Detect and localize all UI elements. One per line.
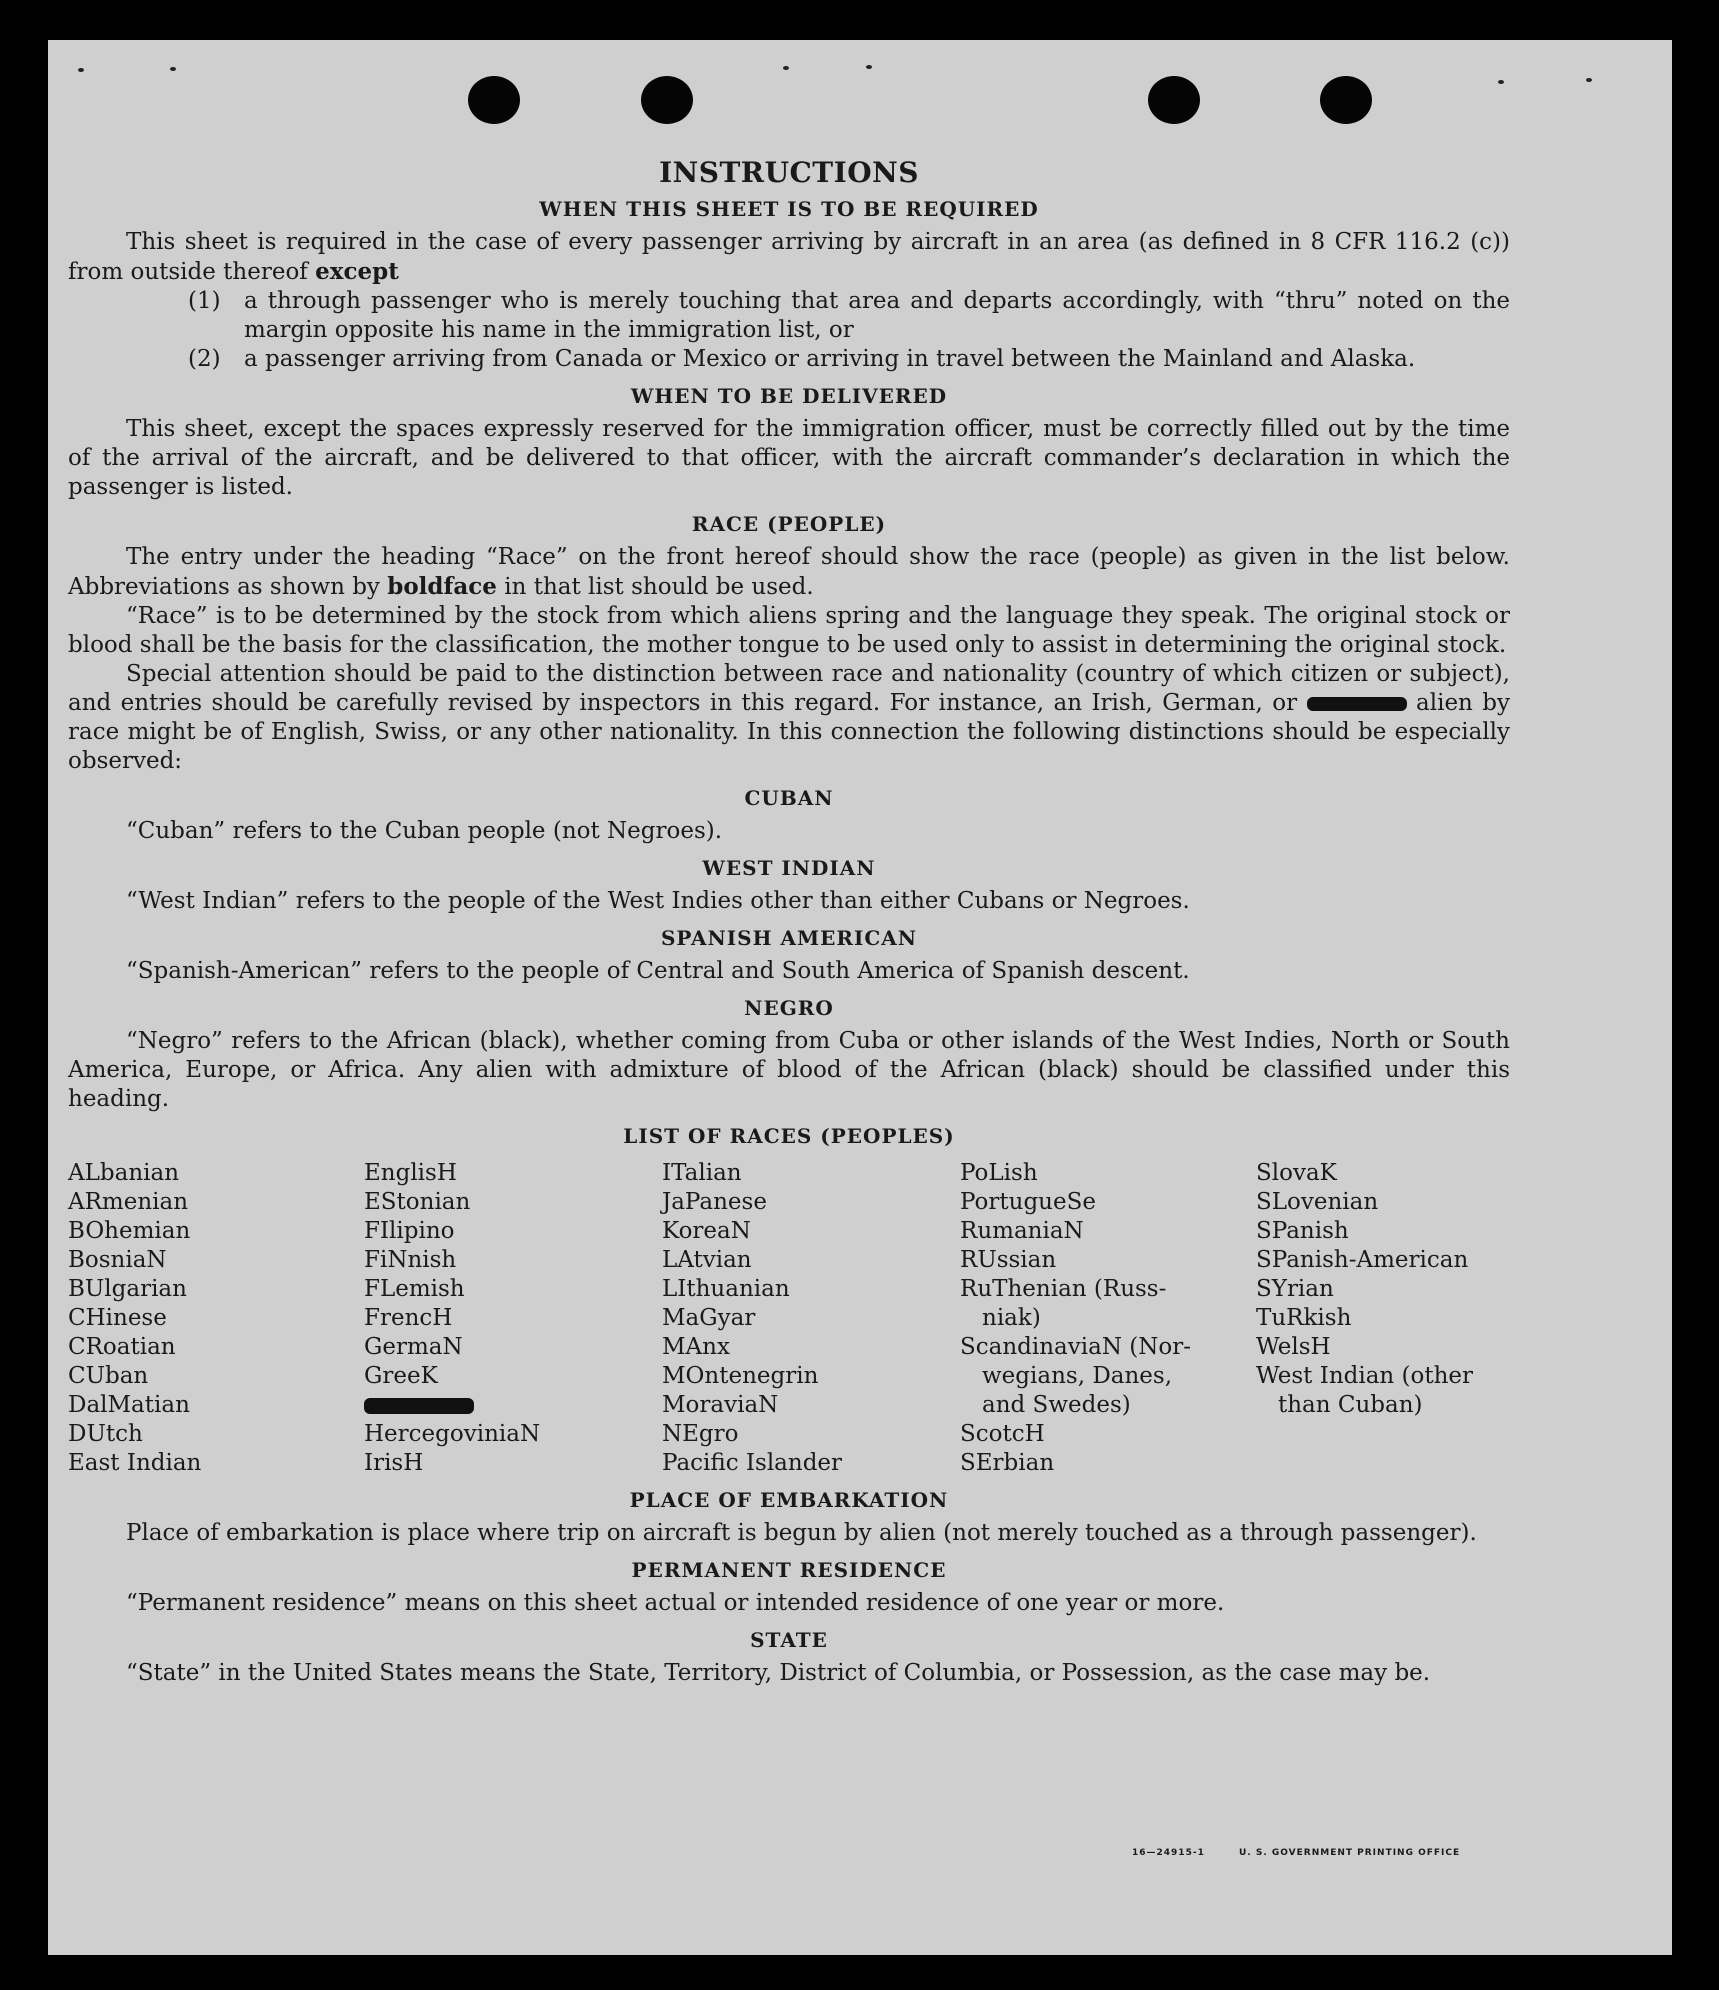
race-entry: RumaniaN bbox=[960, 1218, 1084, 1244]
heading-spanish-american: SPANISH AMERICAN bbox=[660, 926, 918, 950]
redaction-mark bbox=[364, 1398, 474, 1414]
heading-negro: NEGRO bbox=[744, 996, 834, 1020]
race-entry: West Indian (other bbox=[1256, 1363, 1474, 1389]
race-entry: KoreaN bbox=[662, 1218, 751, 1244]
form-number: 16—24915-1 bbox=[1132, 1848, 1205, 1858]
race-entry-continued: than Cuban) bbox=[1278, 1392, 1423, 1418]
required-except: except bbox=[315, 258, 399, 285]
race-entry: FIlipino bbox=[364, 1218, 455, 1244]
race-entry-continued: wegians, Danes, bbox=[982, 1363, 1173, 1389]
punch-hole bbox=[1148, 76, 1200, 124]
heading-cuban: CUBAN bbox=[744, 786, 834, 810]
document-page bbox=[48, 40, 1672, 1955]
heading-list-of-races: LIST OF RACES (PEOPLES) bbox=[623, 1124, 955, 1148]
races-table bbox=[68, 1159, 1510, 1478]
race-para-1 bbox=[68, 543, 1510, 602]
race-entry: JaPanese bbox=[662, 1189, 767, 1215]
speck bbox=[78, 68, 84, 72]
item-number: (1) bbox=[188, 288, 221, 314]
race-entry: WelsH bbox=[1256, 1334, 1331, 1360]
punch-hole bbox=[1320, 76, 1372, 124]
race-entry: PoLish bbox=[960, 1160, 1038, 1186]
embarkation-text: Place of embarkation is place where trip on aircraft is begun by alien (not merely touched as a through passenger). bbox=[126, 1520, 1477, 1546]
race-entry: SYrian bbox=[1256, 1276, 1334, 1302]
race-entry: TuRkish bbox=[1256, 1305, 1352, 1331]
speck bbox=[170, 67, 176, 71]
punch-hole bbox=[468, 76, 520, 124]
race-entry: MAnx bbox=[662, 1334, 730, 1360]
delivered-text: This sheet, except the spaces expressly reserved for the immigration officer, must be correctly filled out by the time of the arrival of the aircraft, and be delivered to that officer, with the aircraft commander’s declaration in which the passenger is listed. bbox=[68, 416, 1510, 500]
printer-name: U. S. GOVERNMENT PRINTING OFFICE bbox=[1238, 1848, 1461, 1858]
race-entry: CHinese bbox=[68, 1305, 167, 1331]
race-entry: RUssian bbox=[960, 1247, 1057, 1273]
race-entry: CRoatian bbox=[68, 1334, 176, 1360]
list-item bbox=[188, 287, 1510, 345]
race-entry: ALbanian bbox=[68, 1160, 180, 1186]
heading-race: RACE (PEOPLE) bbox=[691, 512, 887, 536]
race-entry: LIthuanian bbox=[662, 1276, 790, 1302]
race-column-3 bbox=[662, 1159, 960, 1478]
race-entry: East Indian bbox=[68, 1450, 202, 1476]
race-entry-continued: and Swedes) bbox=[982, 1392, 1131, 1418]
required-intro bbox=[68, 228, 1510, 287]
heading-delivered: WHEN TO BE DELIVERED bbox=[630, 384, 948, 408]
speck bbox=[866, 65, 872, 69]
race-entry: GermaN bbox=[364, 1334, 463, 1360]
race-entry: CUban bbox=[68, 1363, 149, 1389]
race-entry: LAtvian bbox=[662, 1247, 752, 1273]
race-entry: SLovenian bbox=[1256, 1189, 1379, 1215]
race-entry: BUlgarian bbox=[68, 1276, 187, 1302]
race-entry: NEgro bbox=[662, 1421, 739, 1447]
race-entry: EStonian bbox=[364, 1189, 471, 1215]
west-indian-text: “West Indian” refers to the people of the West Indies other than either Cubans or Negroes. bbox=[126, 888, 1190, 914]
race-entry: SPanish-American bbox=[1256, 1247, 1469, 1273]
race-entry: RuThenian (Russ- bbox=[960, 1276, 1167, 1302]
race-p1-bold: boldface bbox=[387, 573, 497, 600]
race-p3-before: Special attention should be paid to the distinction between race and nationality (country of which citizen or subject), and entries should be carefully revised by inspectors in this regard. For instance, an Irish, German, or bbox=[68, 661, 1510, 716]
race-entry: DUtch bbox=[68, 1421, 143, 1447]
race-column-5 bbox=[1256, 1159, 1510, 1478]
race-entry: PortugueSe bbox=[960, 1189, 1096, 1215]
cuban-text: “Cuban” refers to the Cuban people (not Negroes). bbox=[126, 818, 723, 844]
race-entry: SErbian bbox=[960, 1450, 1055, 1476]
item-text: a through passenger who is merely touching that area and departs accordingly, with “thru” noted on the margin opposite his name in the immigration list, or bbox=[244, 288, 1510, 343]
race-entry-continued: niak) bbox=[982, 1305, 1041, 1331]
state-text: “State” in the United States means the State, Territory, District of Columbia, or Possession, as the case may be. bbox=[126, 1660, 1431, 1686]
heading-west-indian: WEST INDIAN bbox=[702, 856, 876, 880]
negro-text: “Negro” refers to the African (black), whether coming from Cuba or other islands of the West Indies, North or South America, Europe, or Africa. Any alien with admixture of blood of the African (black) should be classified under this heading. bbox=[68, 1028, 1510, 1112]
race-column-2 bbox=[364, 1159, 662, 1478]
page-title: INSTRUCTIONS bbox=[659, 156, 919, 189]
race-entry: FiNnish bbox=[364, 1247, 457, 1273]
race-entry: Pacific Islander bbox=[662, 1450, 843, 1476]
race-entry: DalMatian bbox=[68, 1392, 190, 1418]
race-column-1 bbox=[68, 1159, 364, 1478]
race-entry: ARmenian bbox=[68, 1189, 189, 1215]
item-number: (2) bbox=[188, 346, 221, 372]
race-para-3 bbox=[68, 660, 1510, 776]
race-entry: BosniaN bbox=[68, 1247, 167, 1273]
race-entry: SlovaK bbox=[1256, 1160, 1337, 1186]
race-entry: FrencH bbox=[364, 1305, 453, 1331]
heading-embarkation: PLACE OF EMBARKATION bbox=[629, 1488, 949, 1512]
speck bbox=[783, 66, 789, 70]
race-entry: BOhemian bbox=[68, 1218, 191, 1244]
race-column-4 bbox=[960, 1159, 1256, 1478]
instructions-content bbox=[68, 158, 1510, 1688]
residence-text: “Permanent residence” means on this sheet actual or intended residence of one year or more. bbox=[126, 1590, 1225, 1616]
speck bbox=[1586, 78, 1592, 82]
spanish-american-text: “Spanish-American” refers to the people of Central and South America of Spanish descent. bbox=[126, 958, 1190, 984]
race-entry: HercegoviniaN bbox=[364, 1421, 541, 1447]
race-entry: IrisH bbox=[364, 1450, 424, 1476]
punch-hole bbox=[641, 76, 693, 124]
print-footer bbox=[1132, 1848, 1460, 1858]
race-entry: GreeK bbox=[364, 1363, 438, 1389]
race-entry: FLemish bbox=[364, 1276, 465, 1302]
race-para-2: “Race” is to be determined by the stock from which aliens spring and the language they speak. The original stock or blood shall be the basis for the classification, the mother tongue to be used only to assist in determining the original stock. bbox=[68, 603, 1510, 658]
race-entry: EnglisH bbox=[364, 1160, 457, 1186]
race-entry: ITalian bbox=[662, 1160, 742, 1186]
race-entry: ScandinaviaN (Nor- bbox=[960, 1334, 1191, 1360]
heading-required: WHEN THIS SHEET IS TO BE REQUIRED bbox=[539, 197, 1039, 221]
redaction-mark bbox=[1307, 697, 1407, 711]
race-p1-before: The entry under the heading “Race” on the front hereof should show the race (people) as given in the list below. Abbreviations as shown by bbox=[68, 544, 1510, 600]
race-p1-after: in that list should be used. bbox=[504, 574, 814, 600]
race-entry: SPanish bbox=[1256, 1218, 1349, 1244]
list-item bbox=[188, 345, 1510, 374]
race-entry-redacted bbox=[364, 1391, 662, 1420]
required-intro-text: This sheet is required in the case of every passenger arriving by aircraft in an area (as defined in 8 CFR 116.2 (c)) from outside thereof bbox=[68, 229, 1510, 285]
race-entry: ScotcH bbox=[960, 1421, 1045, 1447]
race-entry: MOntenegrin bbox=[662, 1363, 819, 1389]
heading-residence: PERMANENT RESIDENCE bbox=[631, 1558, 947, 1582]
race-p3-after: alien by race might be of English, Swiss, or any other nationality. In this connection the following distinctions should be especially observed: bbox=[68, 690, 1511, 774]
race-entry: MoraviaN bbox=[662, 1392, 779, 1418]
speck bbox=[1498, 80, 1504, 84]
item-text: a passenger arriving from Canada or Mexico or arriving in travel between the Mainland and Alaska. bbox=[244, 346, 1416, 372]
race-entry: MaGyar bbox=[662, 1305, 756, 1331]
heading-state: STATE bbox=[750, 1628, 828, 1652]
